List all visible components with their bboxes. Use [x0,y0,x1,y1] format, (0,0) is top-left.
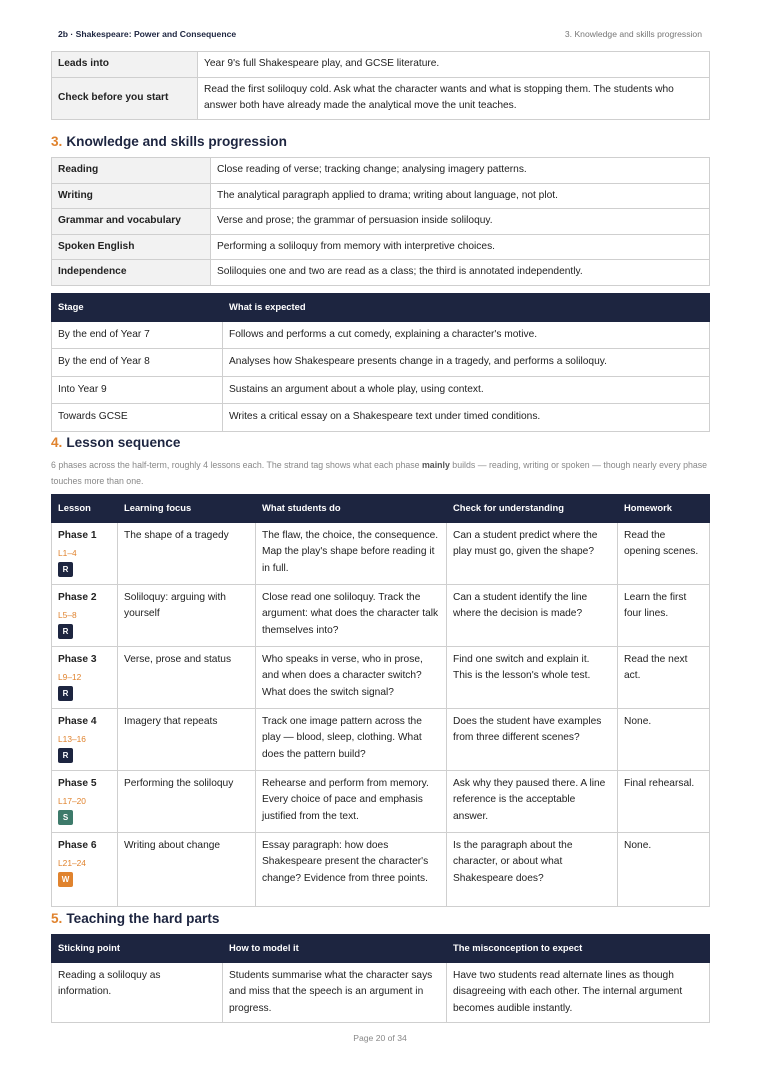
phase-name: Phase 3 [58,653,97,665]
strand-description: Close reading of verse; tracking change; analysing imagery patterns. [211,158,710,184]
phase-name: Phase 2 [58,591,97,603]
document-title: 2b · Shakespeare: Power and Consequence [58,29,237,39]
homework-cell: None. [618,832,710,906]
strand-tag: R [58,562,73,577]
expected-cell: Follows and performs a cut comedy, explaining a character's motive. [223,321,710,349]
lesson-range: L13–16 [58,734,86,744]
table-row [52,376,710,404]
strand-tag: R [58,624,73,639]
table-row [52,522,710,584]
activity-cell: The flaw, the choice, the consequence. Map the play's shape before reading it in full. [256,522,447,584]
table-row [52,158,710,184]
column-header: Homework [618,495,710,523]
table-row [52,962,710,1023]
check-cell: Ask why they paused there. A line reference is the acceptable answer. [447,770,618,832]
stage-cell: By the end of Year 8 [52,349,223,377]
section-note: 6 phases across the half-term, roughly 4 lessons each. The strand tag shows what each phase mainly builds — reading, writing or spoken — though nearly every phase touches more than one. [51,460,708,486]
table-row [52,584,710,646]
section-number: 3. [51,134,63,149]
homework-cell: None. [618,708,710,770]
row-value: Read the first soliloquy cold. Ask what the character wants and what is stopping them. The students who answer both have already made the analytical move the unit teaches. [198,77,710,119]
section-heading [51,911,219,926]
lesson-cell [52,584,118,646]
lesson-cell [52,832,118,906]
table-header-row [52,294,710,322]
section-running-head: 3. Knowledge and skills progression [564,29,702,39]
row-value: Year 9's full Shakespeare play, and GCSE literature. [198,52,710,78]
table-header-row [52,495,710,523]
row-key: Check before you start [52,77,198,119]
table-row [52,260,710,286]
lesson-cell [52,770,118,832]
focus-cell: Writing about change [118,832,256,906]
strand-description: Performing a soliloquy from memory with interpretive choices. [211,234,710,260]
section-number: 5. [51,911,63,926]
table-row [52,52,710,78]
column-header: Check for understanding [447,495,618,523]
phase-name: Phase 6 [58,839,97,851]
lesson-range: L1–4 [58,548,77,558]
focus-cell: Performing the soliloquy [118,770,256,832]
strand-tag: S [58,810,73,825]
lesson-range: L9–12 [58,672,82,682]
table-row [52,234,710,260]
strand-name: Writing [52,183,211,209]
section-title: Knowledge and skills progression [66,134,287,149]
column-header: Sticking point [52,935,223,963]
focus-cell: Verse, prose and status [118,646,256,708]
check-cell: Is the paragraph about the character, or about what Shakespeare does? [447,832,618,906]
section-title: Lesson sequence [66,435,181,450]
check-cell: Does the student have examples from three different scenes? [447,708,618,770]
phase-name: Phase 5 [58,777,97,789]
check-cell: Find one switch and explain it. This is the lesson's whole test. [447,646,618,708]
strand-description: Verse and prose; the grammar of persuasion inside soliloquy. [211,209,710,235]
activity-cell: Who speaks in verse, who in prose, and when does a character switch? What does the switch signal? [256,646,447,708]
focus-cell: Imagery that repeats [118,708,256,770]
strand-name: Independence [52,260,211,286]
column-header: Stage [52,294,223,322]
stage-cell: Into Year 9 [52,376,223,404]
page-number: Page 20 of 34 [353,1033,407,1043]
strands-table [51,157,710,286]
section-heading [51,134,287,149]
lesson-cell [52,522,118,584]
lesson-range: L17–20 [58,796,86,806]
phase-name: Phase 4 [58,715,97,727]
section-title: Teaching the hard parts [66,911,220,926]
table-row [52,321,710,349]
homework-cell: Read the next act. [618,646,710,708]
table-header-row [52,935,710,963]
table-row [52,209,710,235]
stage-expectations-table [51,293,710,432]
misconception-cell: Have two students read alternate lines as though disagreeing with each other. The internal argument becomes audible instantly. [447,962,710,1023]
lesson-cell [52,646,118,708]
column-header: What is expected [223,294,710,322]
section-heading [51,435,180,450]
model-cell: Students summarise what the character says and miss that the speech is an argument in progress. [223,962,447,1023]
check-cell: Can a student identify the line where the decision is made? [447,584,618,646]
table-row [52,770,710,832]
lesson-sequence-table [51,494,710,907]
sticking-point-cell: Reading a soliloquy as information. [52,962,223,1023]
table-row [52,646,710,708]
hard-parts-table [51,934,710,1023]
column-header: Learning focus [118,495,256,523]
stage-cell: Towards GCSE [52,404,223,432]
activity-cell: Close read one soliloquy. Track the argument: what does the character talk themselves into? [256,584,447,646]
table-row [52,183,710,209]
page-header [58,29,702,43]
strand-name: Spoken English [52,234,211,260]
expected-cell: Writes a critical essay on a Shakespeare text under timed conditions. [223,404,710,432]
lesson-range: L5–8 [58,610,77,620]
activity-cell: Rehearse and perform from memory. Every choice of pace and emphasis justified from the text. [256,770,447,832]
table-row [52,832,710,906]
table-row [52,708,710,770]
table-row [52,349,710,377]
focus-cell: The shape of a tragedy [118,522,256,584]
strand-description: The analytical paragraph applied to drama; writing about language, not plot. [211,183,710,209]
unit-context-table [51,51,710,120]
strand-tag: R [58,748,73,763]
activity-cell: Essay paragraph: how does Shakespeare present the character's change? Evidence from three points. [256,832,447,906]
focus-cell: Soliloquy: arguing with yourself [118,584,256,646]
strand-tag: W [58,872,73,887]
strand-tag: R [58,686,73,701]
activity-cell: Track one image pattern across the play — blood, sleep, clothing. What does the pattern build? [256,708,447,770]
section-number: 4. [51,435,63,450]
column-header: Lesson [52,495,118,523]
strand-name: Reading [52,158,211,184]
expected-cell: Analyses how Shakespeare presents change in a tragedy, and performs a soliloquy. [223,349,710,377]
homework-cell: Read the opening scenes. [618,522,710,584]
column-header: How to model it [223,935,447,963]
table-row [52,404,710,432]
strand-name: Grammar and vocabulary [52,209,211,235]
homework-cell: Learn the first four lines. [618,584,710,646]
emphasis: mainly [421,460,450,470]
lesson-range: L21–24 [58,858,86,868]
strand-description: Soliloquies one and two are read as a class; the third is annotated independently. [211,260,710,286]
phase-name: Phase 1 [58,529,97,541]
homework-cell: Final rehearsal. [618,770,710,832]
row-key: Leads into [52,52,198,78]
expected-cell: Sustains an argument about a whole play, using context. [223,376,710,404]
check-cell: Can a student predict where the play must go, given the shape? [447,522,618,584]
lesson-cell [52,708,118,770]
column-header: The misconception to expect [447,935,710,963]
stage-cell: By the end of Year 7 [52,321,223,349]
column-header: What students do [256,495,447,523]
table-row [52,77,710,119]
